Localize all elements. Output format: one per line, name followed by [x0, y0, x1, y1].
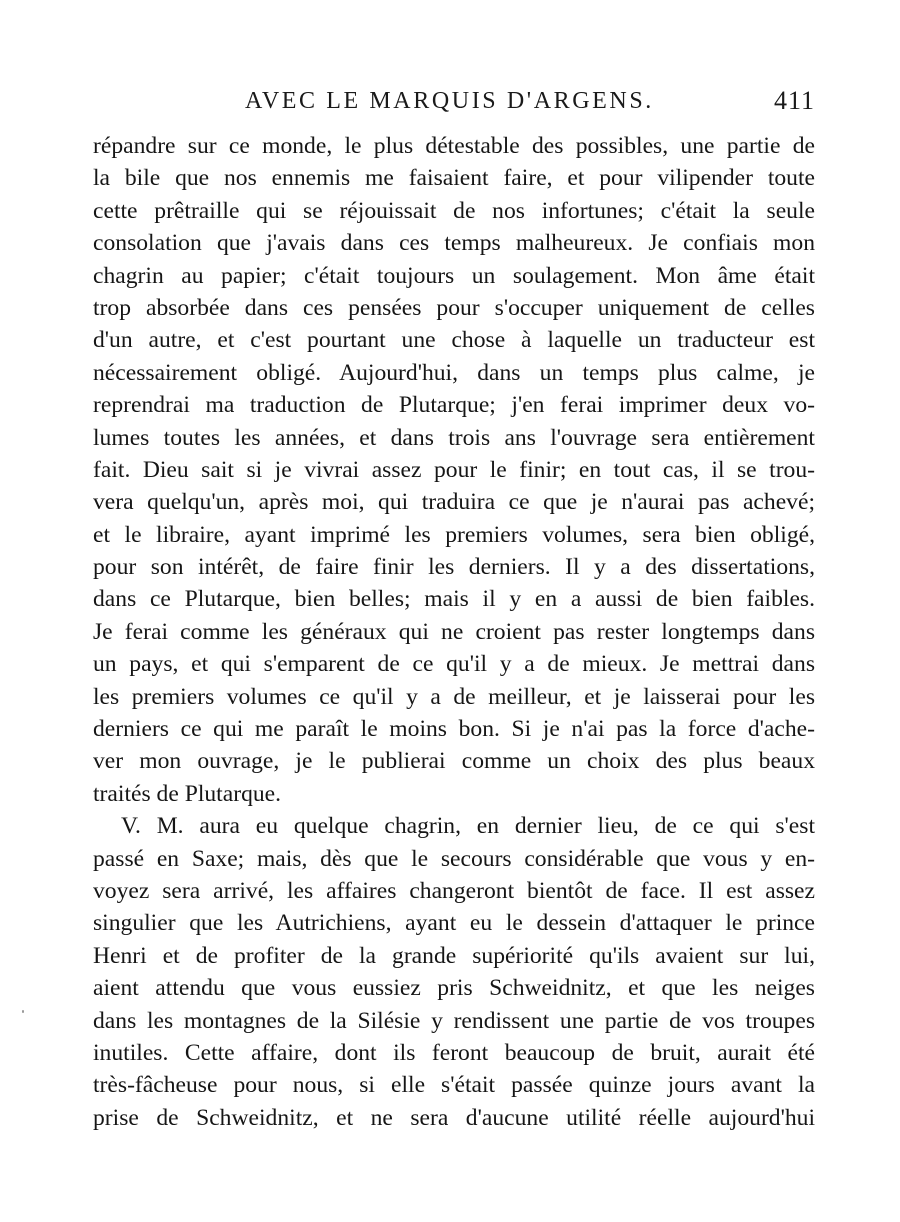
text-line-paragraph-end: traités de Plutarque. [93, 780, 282, 807]
text-line: les premiers volumes ce qu'il y a de meilleur, et je laisserai pour les [93, 683, 815, 710]
text-line: voyez sera arrivé, les affaires changeront bientôt de face. Il est assez [93, 877, 815, 904]
text-line: la bile que nos ennemis me faisaient faire, et pour vilipender toute [93, 165, 815, 192]
text-line: prise de Schweidnitz, et ne sera d'aucune utilité réelle aujourd'hui [93, 1104, 815, 1131]
text-line: et le libraire, ayant imprimé les premiers volumes, sera bien obligé, [93, 521, 815, 548]
text-line: derniers ce qui me paraît le moins bon. Si je n'ai pas la force d'ache- [93, 716, 815, 743]
text-line: chagrin au papier; c'était toujours un soulagement. Mon âme était [93, 262, 815, 289]
text-line: fait. Dieu sait si je vivrai assez pour le finir; en tout cas, il se trou- [93, 456, 815, 483]
text-line-paragraph-start: V. M. aura eu quelque chagrin, en dernier lieu, de ce qui s'est [121, 813, 815, 840]
text-line: vera quelqu'un, après moi, qui traduira ce que je n'aurai pas achevé; [93, 489, 815, 516]
text-line: ver mon ouvrage, je le publierai comme un choix des plus beaux [93, 748, 815, 775]
text-line: consolation que j'avais dans ces temps malheureux. Je confiais mon [93, 230, 815, 257]
text-line: dans les montagnes de la Silésie y rendissent une partie de vos troupes [93, 1007, 815, 1034]
text-line: Henri et de profiter de la grande supériorité qu'ils avaient sur lui, [93, 942, 815, 969]
text-line: passé en Saxe; mais, dès que le secours considérable que vous y en- [93, 845, 815, 872]
margin-speck [22, 1010, 24, 1013]
running-header [93, 86, 815, 122]
text-line: très-fâcheuse pour nous, si elle s'était passée quinze jours avant la [93, 1072, 815, 1099]
text-line: inutiles. Cette affaire, dont ils feront beaucoup de bruit, aurait été [93, 1039, 815, 1066]
text-line: trop absorbée dans ces pensées pour s'occuper uniquement de celles [93, 294, 815, 321]
text-line: aient attendu que vous eussiez pris Schweidnitz, et que les neiges [93, 975, 815, 1002]
text-line: répandre sur ce monde, le plus détestable des possibles, une partie de [93, 133, 815, 159]
text-line: singulier que les Autrichiens, ayant eu le dessein d'attaquer le prince [93, 910, 815, 937]
text-line: lumes toutes les années, et dans trois ans l'ouvrage sera entièrement [93, 424, 815, 451]
text-line: reprendrai ma traduction de Plutarque; j'en ferai imprimer deux vo- [93, 392, 815, 419]
text-line: Je ferai comme les généraux qui ne croient pas rester longtemps dans [93, 618, 815, 645]
text-line: d'un autre, et c'est pourtant une chose à laquelle un traducteur est [93, 327, 815, 354]
body-text [93, 130, 815, 1134]
text-line: un pays, et qui s'emparent de ce qu'il y a de mieux. Je mettrai dans [93, 651, 815, 678]
page-number: 411 [773, 86, 815, 115]
text-line: nécessairement obligé. Aujourd'hui, dans un temps plus calme, je [93, 359, 815, 386]
text-line: pour son intérêt, de faire finir les derniers. Il y a des dissertations, [93, 554, 815, 581]
running-title: AVEC LE MARQUIS D'ARGENS. [245, 88, 654, 114]
text-line: dans ce Plutarque, bien belles; mais il y en a aussi de bien faibles. [93, 586, 815, 613]
text-line: cette prêtraille qui se réjouissait de nos infortunes; c'était la seule [93, 197, 815, 224]
